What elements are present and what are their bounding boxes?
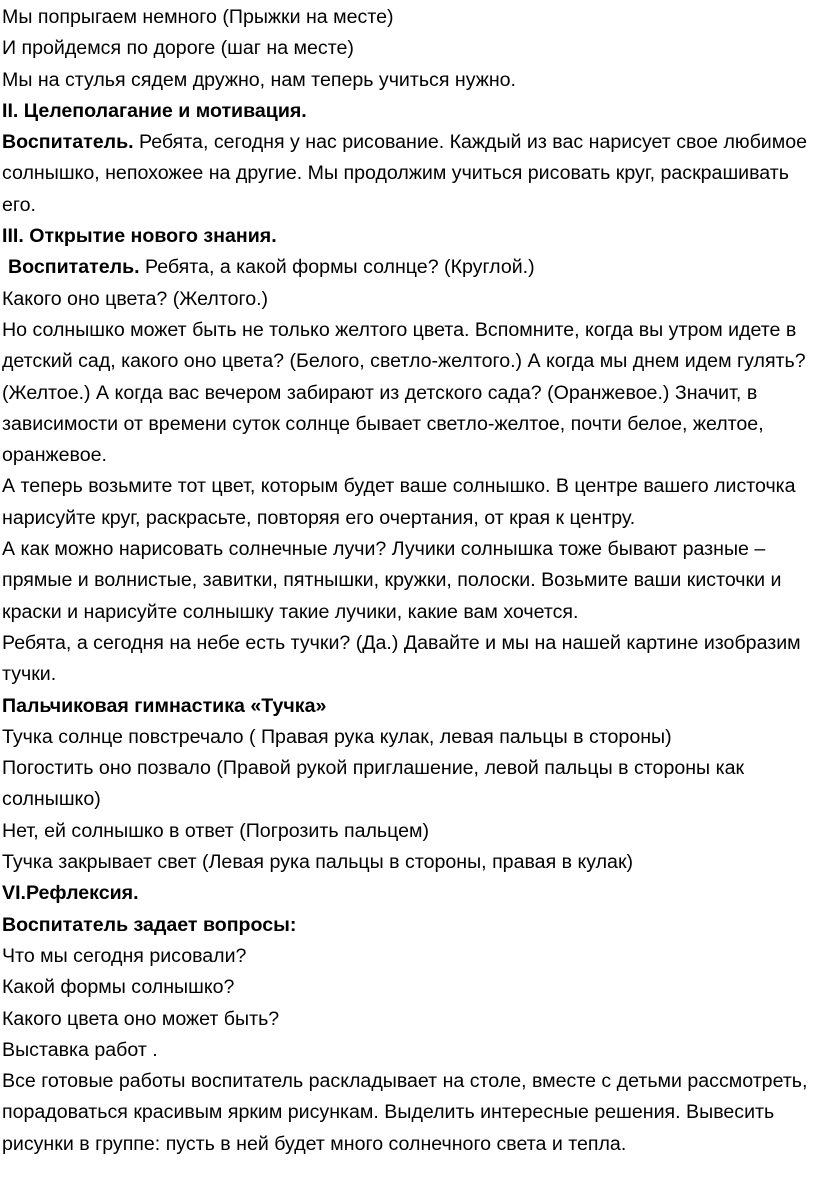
section-3-paragraph-3: А как можно нарисовать солнечные лучи? Лучики солнышка тоже бывают разные – прямые и волнистые, завитки, пятнышки, кружки, полоски. Возьмите ваши кисточки и краски и нарисуйте солнышку такие лучики, какие вам хочется. [2,538,782,623]
question-1-text: Ребята, а какой формы солнце? (Круглой.) [139,256,535,279]
section-3-heading: III. Открытие нового знания. [2,225,277,248]
reflection-question-3: Какого цвета оно может быть? [2,1007,280,1030]
final-paragraph: Все готовые работы воспитатель раскладывает на столе, вместе с детьми рассмотреть, порадоваться красивым ярким рисункам. Выделить интересные решения. Вывесить рисунки в группе: пусть в ней будет много солнечного света и тепла. [2,1070,808,1155]
section-2-paragraph [2,127,810,221]
section-3-question-1 [2,252,810,283]
reflection-question-1: Что мы сегодня рисовали? [2,944,247,967]
speaker-label: Воспитатель. [2,131,134,154]
section-3-paragraph-1: Но солнышко может быть не только желтого цвета. Вспомните, когда вы утром идете в детский сад, какого оно цвета? (Белого, светло-желтого.) А когда мы днем идем гулять? (Желтое.) А когда вас вечером забирают из детского сада? (Оранжевое.) Значит, в зависимости от времени суток солнце бывает светло-желтое, почти белое, желтое, оранжевое. [2,318,806,467]
exhibition-line: Выставка работ . [2,1038,158,1061]
reflection-question-2: Какой формы солнышко? [2,976,235,999]
gymnastics-line-2: Погостить оно позвало (Правой рукой приглашение, левой пальцы в стороны как солнышко) [2,757,745,811]
poem-line-3: Мы на стулья сядем дружно, нам теперь учиться нужно. [2,68,516,91]
section-3-paragraph-2: А теперь возьмите тот цвет, которым будет ваше солнышко. В центре вашего листочка нарисуйте круг, раскрасьте, повторяя его очертания, от края к центру. [2,475,796,529]
poem-line-2: И пройдемся по дороге (шаг на месте) [2,37,354,60]
speaker-label: Воспитатель. [8,256,140,279]
gymnastics-line-4: Тучка закрывает свет (Левая рука пальцы в стороны, правая в кулак) [2,851,634,874]
section-3-question-2: Какого оно цвета? (Желтого.) [2,287,269,310]
gymnastics-line-3: Нет, ей солнышко в ответ (Погрозить пальцем) [2,819,430,842]
gymnastics-heading: Пальчиковая гимнастика «Тучка» [2,694,327,717]
reflection-subheading: Воспитатель задает вопросы: [2,913,297,936]
section-3-paragraph-4: Ребята, а сегодня на небе есть тучки? (Да.) Давайте и мы на нашей картине изобразим тучки. [2,631,801,686]
section-2-text: Ребята, сегодня у нас рисование. Каждый из вас нарисует свое любимое солнышко, непохожее на другие. Мы продолжим учиться рисовать круг, раскрашивать его. [2,131,808,216]
gymnastics-line-1: Тучка солнце повстречало ( Правая рука кулак, левая пальцы в стороны) [2,725,672,748]
poem-line-1: Мы попрыгаем немного (Прыжки на месте) [2,6,394,28]
section-2-heading: II. Целеполагание и мотивация. [2,99,307,122]
reflection-heading: VI.Рефлексия. [2,882,139,905]
